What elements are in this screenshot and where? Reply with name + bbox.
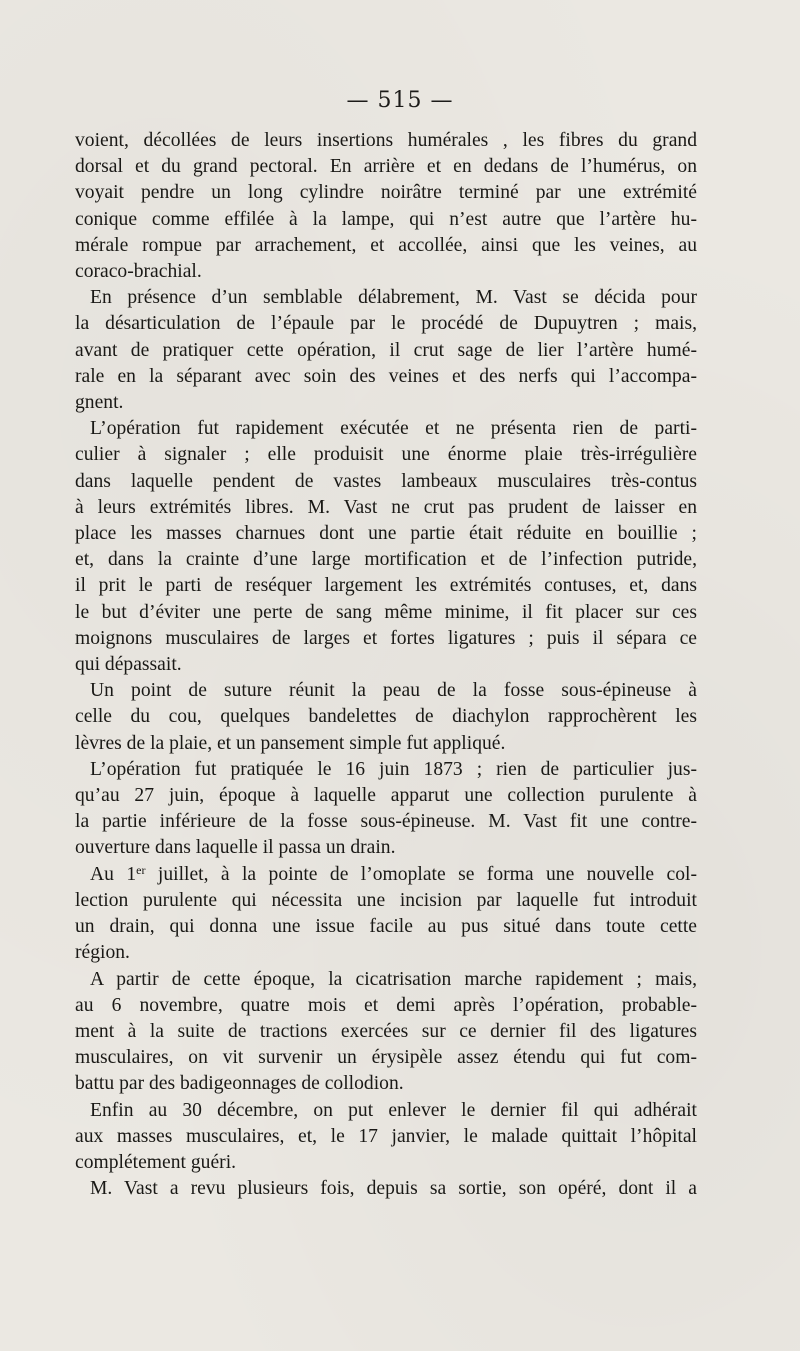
text-line: musculaires, on vit survenir un érysipèle assez étendu qui fut com- [75, 1047, 697, 1069]
text-line: En présence d’un semblable délabrement, M. Vast se décida pour [90, 287, 697, 309]
paragraph [75, 416, 697, 678]
text-line: ment à la suite de tractions exercées sur ce dernier fil des ligatures [75, 1020, 697, 1042]
text-line: un drain, qui donna une issue facile au pus situé dans toute cette [75, 916, 697, 938]
text-line: avant de pratiquer cette opération, il crut sage de lier l’artère humé- [75, 339, 697, 361]
text-line: dorsal et du grand pectoral. En arrière et en dedans de l’humérus, on [75, 156, 697, 178]
text-line: et, dans la crainte d’une large mortification et de l’infection putride, [75, 549, 697, 571]
paragraph [75, 285, 697, 416]
text-line: qui dépassait. [75, 654, 182, 676]
text-line: la désarticulation de l’épaule par le procédé de Dupuytren ; mais, [75, 313, 697, 335]
paragraph [75, 967, 697, 1098]
text-line: moignons musculaires de larges et fortes ligatures ; puis il sépara ce [75, 627, 697, 649]
text-line: mérale rompue par arrachement, et accollée, ainsi que les veines, au [75, 234, 697, 256]
text-line: celle du cou, quelques bandelettes de diachylon rapprochèrent les [75, 706, 697, 728]
paragraph [75, 757, 697, 862]
text-line: il prit le parti de reséquer largement les extrémités contuses, et, dans [75, 575, 697, 597]
text-line: qu’au 27 juin, époque à laquelle apparut une collection purulente à [75, 785, 697, 807]
text-line: gnent. [75, 392, 124, 414]
text-line: le but d’éviter une perte de sang même minime, il fit placer sur ces [75, 601, 697, 623]
text-line: aux masses musculaires, et, le 17 janvier, le malade quittait l’hôpital [75, 1125, 697, 1147]
text-line: battu par des badigeonnages de collodion. [75, 1073, 404, 1095]
paragraph [75, 128, 697, 285]
text-line: la partie inférieure de la fosse sous-épineuse. M. Vast fit une contre- [75, 811, 697, 833]
text-line: voient, décollées de leurs insertions humérales , les fibres du grand [75, 130, 697, 151]
text-line: M. Vast a revu plusieurs fois, depuis sa sortie, son opéré, dont il a [90, 1178, 697, 1200]
paragraph [75, 678, 697, 757]
text-line: complétement guéri. [75, 1151, 237, 1173]
text-fragment: Au 1 [90, 863, 137, 885]
text-line: Enfin au 30 décembre, on put enlever le dernier fil qui adhérait [90, 1099, 697, 1121]
text-line: lection purulente qui nécessita une incision par laquelle fut introduit [75, 889, 697, 911]
paragraph [75, 1098, 697, 1177]
text-line: L’opération fut pratiquée le 16 juin 1873 ; rien de particulier jus- [90, 758, 697, 780]
text-line: lèvres de la plaie, et un pansement simple fut appliqué. [75, 732, 506, 754]
text-line: ouverture dans laquelle il passa un drain. [75, 837, 396, 859]
text-line [75, 862, 697, 888]
text-line: coraco-brachial. [75, 261, 202, 283]
text-line: voyait pendre un long cylindre noirâtre terminé par une extrémité [75, 182, 697, 204]
text-line: dans laquelle pendent de vastes lambeaux musculaires très-contus [75, 470, 697, 492]
page-number: — 515 — [346, 88, 454, 113]
text-line: place les masses charnues dont une partie était réduite en bouillie ; [75, 523, 697, 545]
text-line: culier à signaler ; elle produisit une énorme plaie très-irrégulière [75, 444, 697, 466]
ordinal-superscript: er [136, 862, 146, 877]
text-line: au 6 novembre, quatre mois et demi après l’opération, probable- [75, 994, 697, 1016]
text-line: A partir de cette époque, la cicatrisation marche rapidement ; mais, [90, 968, 697, 990]
text-line: à leurs extrémités libres. M. Vast ne crut pas prudent de laisser en [75, 496, 697, 518]
text-line: région. [75, 942, 130, 964]
text-line: conique comme effilée à la lampe, qui n’est autre que l’artère hu- [75, 208, 697, 230]
text-line: L’opération fut rapidement exécutée et ne présenta rien de parti- [90, 418, 697, 440]
text-line: rale en la séparant avec soin des veines et des nerfs qui l’accompa- [75, 365, 697, 387]
paragraph [75, 1176, 697, 1202]
text-fragment: juillet, à la pointe de l’omoplate se forma une nouvelle col- [145, 863, 697, 885]
paragraph [75, 862, 697, 967]
text-line: Un point de suture réunit la peau de la fosse sous-épineuse à [90, 680, 697, 702]
body-text [75, 128, 697, 1202]
